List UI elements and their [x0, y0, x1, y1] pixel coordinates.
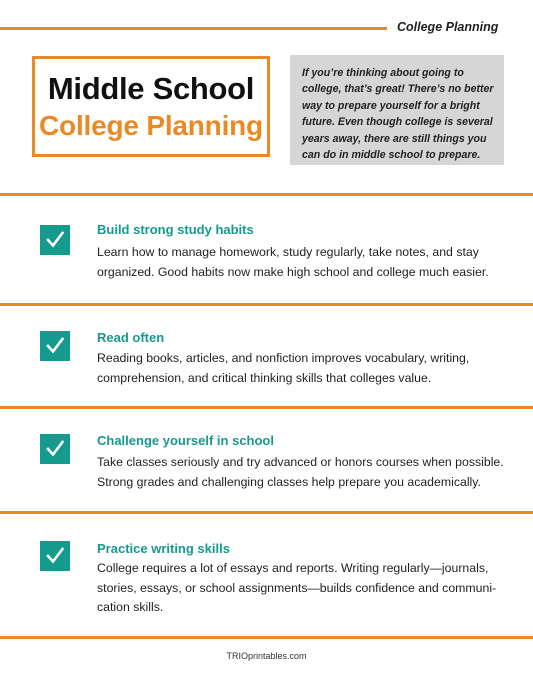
section-divider — [0, 511, 533, 514]
item-title: Practice writing skills — [97, 541, 230, 556]
checkmark-icon — [40, 541, 70, 571]
item-body: Take classes seriously and try advanced or honors courses when possible. Strong grades and challenging classes help prepare you academically. — [97, 455, 504, 489]
title-box — [32, 56, 270, 157]
header-rule — [0, 27, 387, 30]
page-title: Middle School — [47, 70, 255, 106]
section-divider — [0, 636, 533, 639]
checkmark-icon — [40, 331, 70, 361]
checkmark-icon — [40, 225, 70, 255]
item-body: College requires a lot of essays and reports. Writing regularly—journals, stories, essays, or school assignments—builds confidence and communi-cation skills. — [97, 561, 497, 614]
checkmark-icon — [40, 434, 70, 464]
item-title: Build strong study habits — [97, 222, 254, 237]
section-divider — [0, 406, 533, 409]
item-title: Challenge yourself in school — [97, 433, 274, 448]
section-divider — [0, 193, 533, 196]
intro-text: If you’re thinking about going to college, that’s great! There’s no better way to prepare yourself for a bright future. Even though college is several years away, there are still things you can do in middle school to prepare. — [290, 55, 504, 165]
header-label: College Planning — [397, 20, 499, 34]
footer-url[interactable]: TRIOprintables.com — [226, 651, 307, 661]
page-subtitle: College Planning — [39, 109, 263, 141]
item-title: Read often — [97, 330, 165, 345]
item-body: Learn how to manage homework, study regularly, take notes, and stay organized. Good habits now make high school and college much easier. — [97, 245, 489, 279]
item-body: Reading books, articles, and nonfiction improves vocabulary, writing, comprehension, and critical thinking skills that colleges value. — [97, 351, 470, 385]
section-divider — [0, 303, 533, 306]
